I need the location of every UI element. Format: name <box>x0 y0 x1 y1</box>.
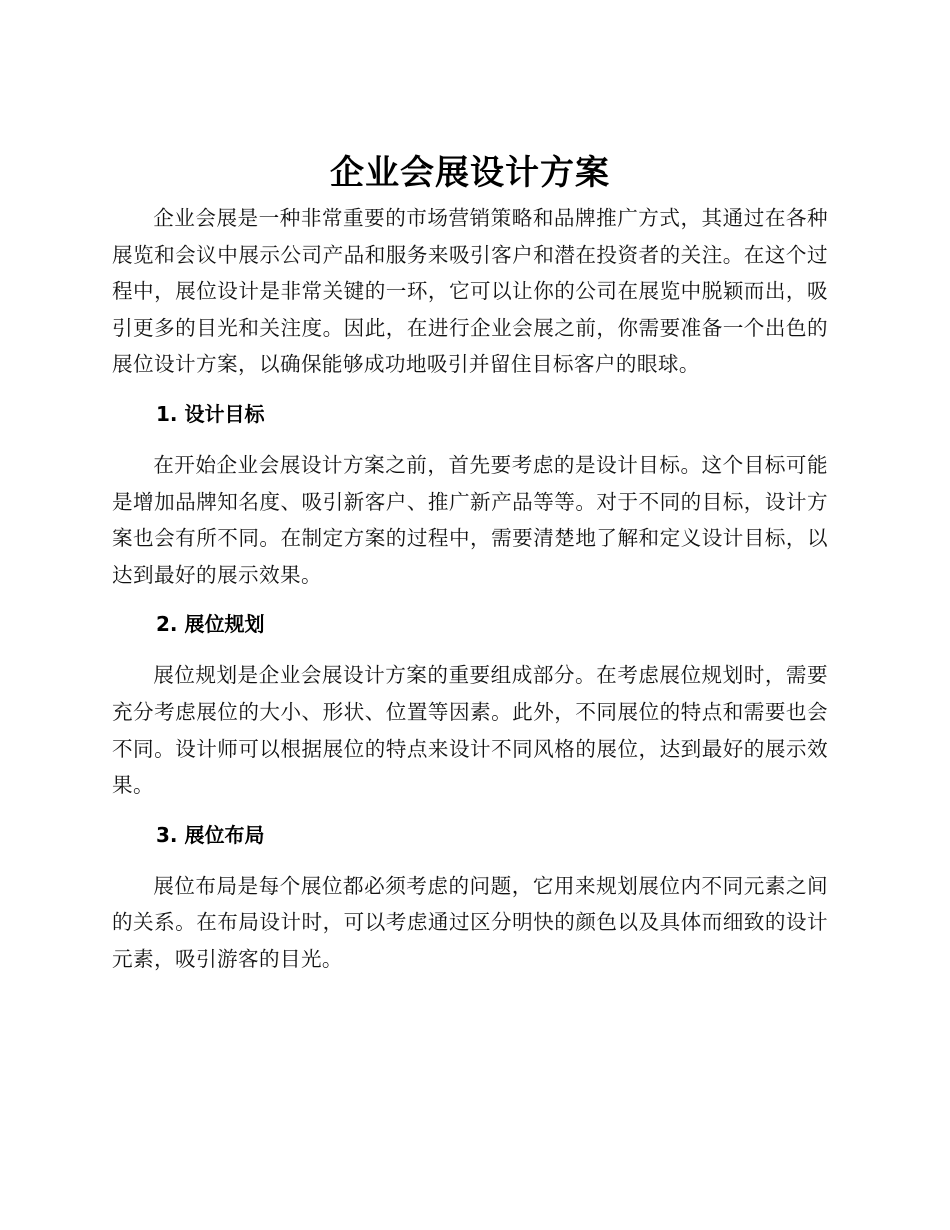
section-body-booth-layout: 展位布局是每个展位都必须考虑的问题，它用来规划展位内不同元素之间的关系。在布局设计时，可以考虑通过区分明快的颜色以及具体而细致的设计元素，吸引游客的目光。 <box>112 873 828 971</box>
section-heading-booth-planning: 2. 展位规划 <box>156 612 265 637</box>
document-title: 企业会展设计方案 <box>330 153 610 193</box>
section-heading-design-goals: 1. 设计目标 <box>156 401 265 426</box>
intro-paragraph: 企业会展是一种非常重要的市场营销策略和品牌推广方式，其通过在各种展览和会议中展示公司产品和服务来吸引客户和潜在投资者的关注。在这个过程中，展位设计是非常关键的一环，它可以让你的公司在展览中脱颖而出，吸引更多的目光和关注度。因此，在进行企业会展之前，你需要准备一个出色的展位设计方案，以确保能够成功地吸引并留住目标客户的眼球。 <box>112 206 828 377</box>
section-body-booth-planning: 展位规划是企业会展设计方案的重要组成部分。在考虑展位规划时，需要充分考虑展位的大小、形状、位置等因素。此外，不同展位的特点和需要也会不同。设计师可以根据展位的特点来设计不同风格的展位，达到最好的展示效果。 <box>112 663 828 798</box>
section-heading-booth-layout: 3. 展位布局 <box>156 822 265 847</box>
section-body-design-goals: 在开始企业会展设计方案之前，首先要考虑的是设计目标。这个目标可能是增加品牌知名度、吸引新客户、推广新产品等等。对于不同的目标，设计方案也会有所不同。在制定方案的过程中，需要清楚地了解和定义设计目标，以达到最好的展示效果。 <box>112 452 828 587</box>
